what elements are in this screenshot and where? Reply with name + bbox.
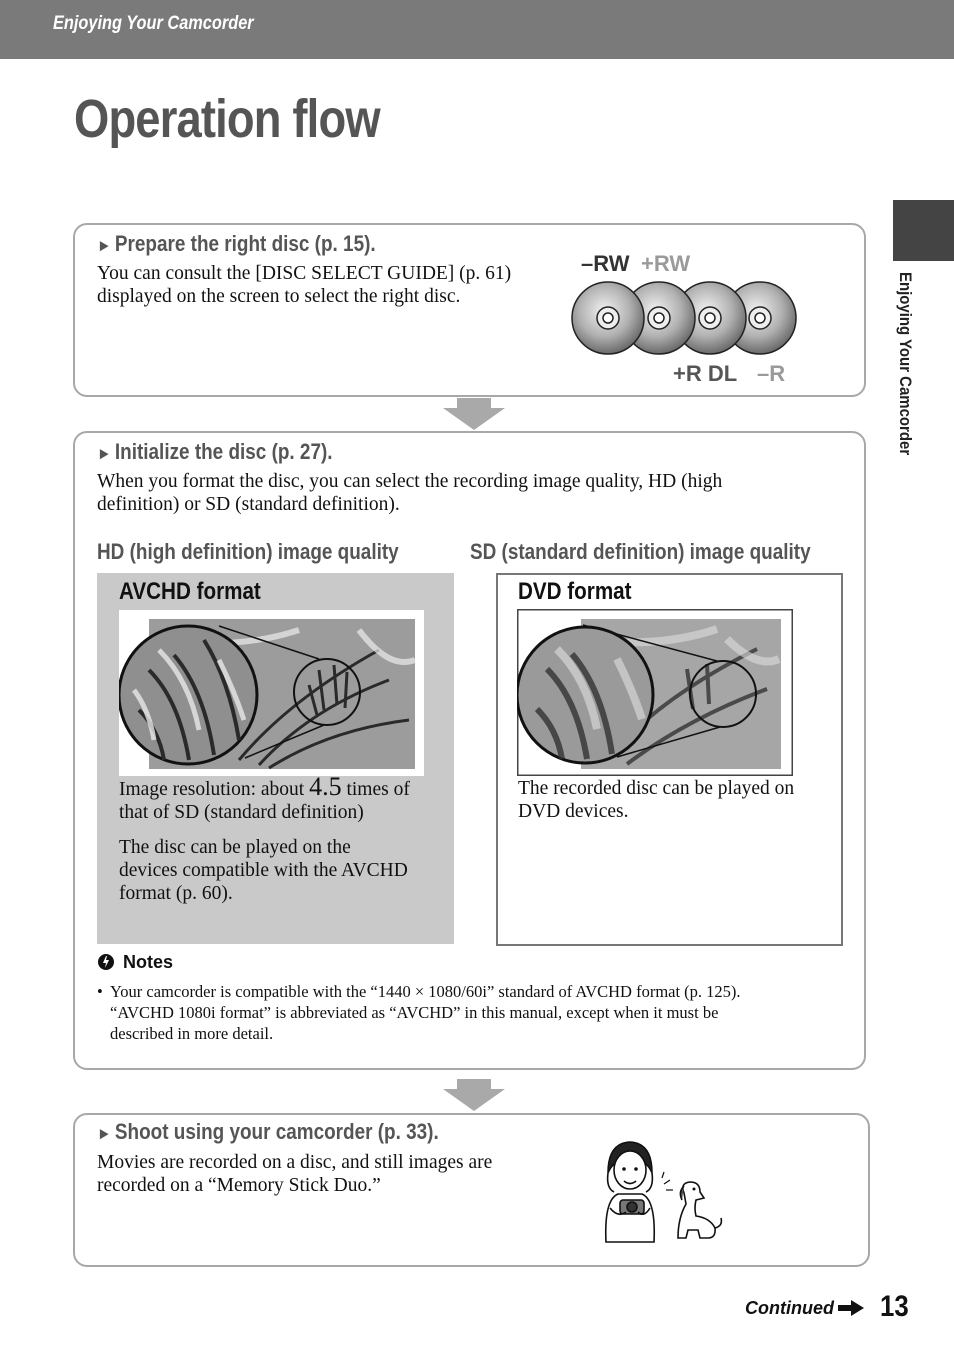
hd-heading: HD (high definition) image quality [97,539,399,564]
section-title: Enjoying Your Camcorder [53,13,254,34]
hd-resolution-text: Image resolution: about 4.5 times of that of SD (standard definition) [119,772,410,823]
continued-label: Continued [745,1298,834,1318]
sd-sample-image [517,609,793,776]
avchd-format-title: AVCHD format [119,578,261,605]
flow-arrow-icon [443,1079,505,1111]
side-tab-label: Enjoying Your Camcorder [896,272,915,456]
step2-title: ► Initialize the disc (p. 27). [97,439,333,464]
step3-title: ► Shoot using your camcorder (p. 33). [97,1119,439,1144]
discs-illustration [570,278,802,358]
step2-text: When you format the disc, you can select the recording image quality, HD (high definition) or SD (standard definition). [97,471,723,515]
dvd-format-title: DVD format [518,578,632,605]
disc-label-minus-r: –R [757,361,786,386]
disc-label-plus-r-dl: +R DL [673,361,738,386]
step-marker-icon: ► [97,236,112,255]
step1-text: You can consult the [DISC SELECT GUIDE] (p. 61) displayed on the screen to select the right disc. [97,263,512,307]
step1-title: ► Prepare the right disc (p. 15). [97,231,376,256]
notes-icon [97,953,115,971]
notes-heading: Notes [97,952,173,973]
step-marker-icon: ► [97,444,112,463]
disc-label-plus-rw: +RW [641,251,691,276]
page-title: Operation flow [74,89,380,149]
person-with-dog-illustration [600,1138,725,1246]
hd-sample-image [119,610,424,776]
flow-arrow-icon [443,398,505,430]
sd-heading: SD (standard definition) image quality [470,539,811,564]
bullet: • [97,982,103,1001]
disc-label-minus-rw: –RW [581,251,630,276]
arrow-right-icon [838,1300,864,1316]
page-number: 13 [880,1290,909,1323]
step-marker-icon: ► [97,1124,112,1143]
side-tab-marker [893,200,954,261]
step3-text: Movies are recorded on a disc, and still images are recorded on a “Memory Stick Duo.” [97,1152,493,1196]
notes-list-item: • Your camcorder is compatible with the “1440 × 1080/60i” standard of AVCHD format (p. 125). “AVCHD 1080i format” is abbreviated as “AVCHD” in this manual, except when it must be described in more detail. [97,982,741,1043]
disc-icon [572,282,796,354]
sd-playback-text: The recorded disc can be played on DVD devices. [518,778,795,822]
hd-compat-text: The disc can be played on the devices compatible with the AVCHD format (p. 60). [119,837,408,904]
